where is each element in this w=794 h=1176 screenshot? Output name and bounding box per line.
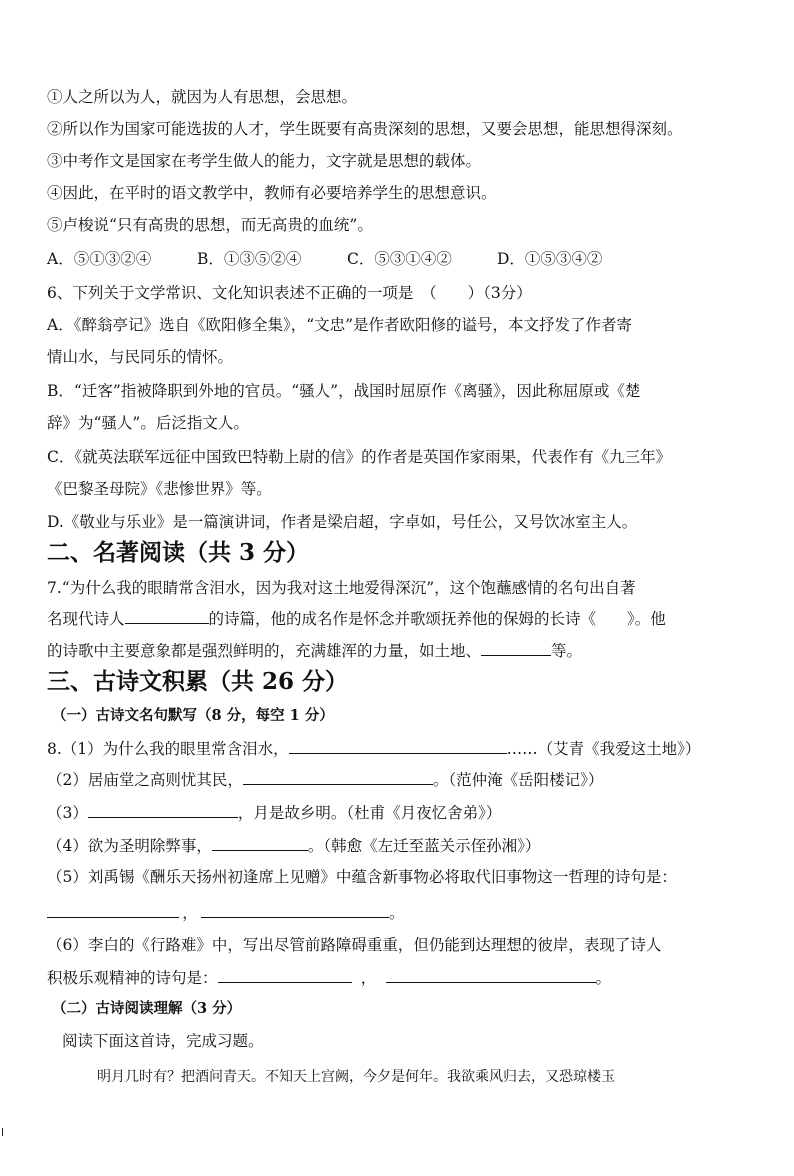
q8-4-blank[interactable] bbox=[212, 834, 308, 851]
order-item-3: ③中考作文是国家在考学生做人的能力，文字就是思想的载体。 bbox=[47, 152, 482, 170]
order-item-2: ②所以作为国家可能选拔的人才，学生既要有高贵深刻的思想，又要会思想，能思想得深刻。 bbox=[47, 120, 683, 138]
q7-line3: 的诗歌中主要意象都是强烈鲜明的，充满雄浑的力量，如土地、 等。 bbox=[47, 639, 582, 662]
q8-1-blank[interactable] bbox=[289, 737, 507, 754]
order-item-4: ④因此，在平时的语文教学中，教师有必要培养学生的思想意识。 bbox=[47, 184, 497, 202]
q6-option-c-line1: C．《就英法联军远征中国致巴特勒上尉的信》的作者是英国作家雨果，代表作有《九三年》 bbox=[47, 448, 672, 466]
q7-blank-image[interactable] bbox=[481, 639, 551, 656]
q6-option-d: D.《敬业与乐业》是一篇演讲词，作者是梁启超，字卓如，号任公，又号饮冰室主人。 bbox=[47, 513, 638, 531]
q8-3-blank[interactable] bbox=[88, 801, 238, 818]
q6-option-b-line2: 辞》为“骚人”。后泛指文人。 bbox=[47, 414, 249, 432]
order-item-1: ①人之所以为人，就因为人有思想，会思想。 bbox=[47, 88, 358, 106]
order-item-5: ⑤卢梭说“只有高贵的思想，而无高贵的血统”。 bbox=[47, 216, 373, 234]
q6-option-a-line2: 情山水，与民同乐的情怀。 bbox=[47, 348, 234, 366]
option-d: D．①⑤③④② bbox=[497, 250, 603, 268]
q8-6-line2: 积极乐观精神的诗句是： ， 。 bbox=[47, 966, 611, 989]
order-options bbox=[47, 248, 602, 270]
option-a: A．⑤①③②④ bbox=[47, 250, 152, 268]
q8-6-line1: （6）李白的《行路难》中，写出尽管前路障碍重重，但仍能到达理想的彼岸，表现了诗人 bbox=[47, 936, 662, 954]
q6-option-a-line1: A．《醉翁亭记》选自《欧阳修全集》，“文忠”是作者欧阳修的谥号，本文抒发了作者寄 bbox=[47, 316, 633, 334]
poem-text: 明月几时有？把酒问青天。不知天上宫阙，今夕是何年。我欲乘风归去，又恐琼楼玉 bbox=[97, 1069, 615, 1085]
q8-5-blank-1[interactable] bbox=[47, 901, 179, 918]
subsection1-heading: （一）古诗文名句默写（8 分，每空 1 分） bbox=[52, 707, 334, 724]
q7-line1: 7.“为什么我的眼睛常含泪水，因为我对这土地爱得深沉”，这个饱蘸感情的名句出自著 bbox=[47, 579, 636, 597]
q8-5: （5）刘禹锡《酬乐天扬州初逢席上见赠》中蕴含新事物必将取代旧事物这一哲理的诗句是： bbox=[47, 868, 677, 886]
q8-3: （3） ，月是故乡明。（杜甫《月夜忆舍弟》） bbox=[47, 801, 501, 824]
q8-6-blank-1[interactable] bbox=[218, 966, 352, 983]
option-b: B．①③⑤②④ bbox=[197, 250, 302, 268]
q6-stem: 6、下列关于文学常识、文化知识表述不正确的一项是 （ ）（3分） bbox=[47, 284, 532, 302]
q8-6-blank-2[interactable] bbox=[386, 966, 596, 983]
q8-2: （2）居庙堂之高则忧其民， 。（范仲淹《岳阳楼记》） bbox=[47, 768, 603, 791]
q8-5-answer-line: ， 。 bbox=[47, 901, 405, 924]
section3-heading: 三、古诗文积累（共 26 分） bbox=[47, 668, 349, 695]
section2-heading: 二、名著阅读（共 3 分） bbox=[47, 539, 310, 566]
q8-4: （4）欲为圣明除弊事， 。（韩愈《左迁至蓝关示侄孙湘》） bbox=[47, 834, 540, 857]
q6-option-c-line2: 《巴黎圣母院》《悲惨世界》等。 bbox=[47, 480, 272, 498]
reading-instruction: 阅读下面这首诗，完成习题。 bbox=[62, 1032, 264, 1050]
q8-2-blank[interactable] bbox=[243, 768, 433, 785]
margin-mark bbox=[2, 1128, 3, 1136]
option-c: C．⑤③①④② bbox=[347, 250, 452, 268]
q7-blank-poet[interactable] bbox=[125, 607, 209, 624]
q8-1: 8.（1）为什么我的眼里常含泪水， ……（艾青《我爱这土地》） bbox=[47, 737, 700, 760]
q6-option-b-line1: B．“迁客”指被降职到外地的官员。“骚人”，战国时屈原作《离骚》，因此称屈原或《楚 bbox=[47, 382, 641, 400]
q7-line2: 名现代诗人 的诗篇，他的成名作是怀念并歌颂抚养他的保姆的长诗《 》。他 bbox=[47, 607, 666, 630]
q8-5-blank-2[interactable] bbox=[201, 901, 389, 918]
subsection2-heading: （二）古诗阅读理解（3 分） bbox=[52, 1000, 242, 1017]
